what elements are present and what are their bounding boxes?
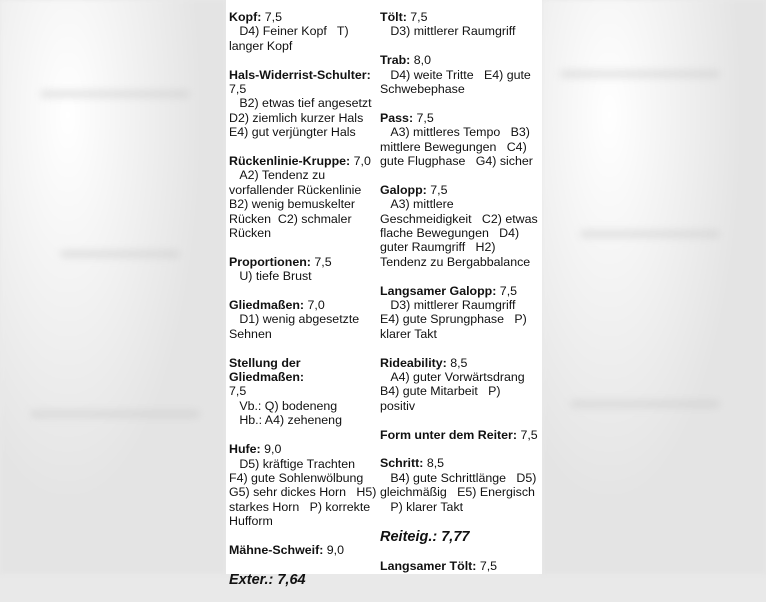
score-heading: [229, 68, 377, 97]
riding-total-score: Reiteig.: 7,77: [380, 528, 470, 545]
score-heading: [229, 442, 377, 456]
criterion-title: Schritt:: [380, 456, 424, 471]
criterion-title: Langsamer Galopp:: [380, 283, 497, 298]
criterion-score: 7,5: [261, 10, 283, 24]
criterion-score: 8,0: [410, 53, 431, 68]
criterion-title: Langsamer Tölt:: [380, 558, 477, 573]
criterion-score: 7,5: [229, 82, 247, 97]
criterion-title: Stellung der Gliedmaßen:: [229, 355, 305, 385]
blurred-background-left: [0, 0, 226, 574]
score-heading: [380, 559, 540, 573]
score-entry: [229, 255, 377, 284]
criterion-title: Proportionen:: [229, 254, 311, 269]
riding-abilities-column: [380, 10, 540, 587]
criterion-score: 8,5: [446, 355, 468, 370]
criterion-remarks: B4) gute Schrittlänge D5) gleichmäßig E5) Energisch P) klarer Takt: [380, 470, 537, 514]
score-entry: [380, 559, 540, 573]
criterion-score: 8,5: [423, 456, 445, 471]
criterion-title: Rückenlinie-Kruppe:: [229, 154, 351, 169]
score-entry: [229, 442, 377, 528]
score-heading: [229, 255, 377, 269]
criterion-score: 7,5: [229, 384, 247, 399]
criterion-remarks: D4) Feiner Kopf T) langer Kopf: [229, 24, 349, 53]
criterion-remarks: A4) guter Vorwärtsdrang B4) gute Mitarbeit P) positiv: [380, 370, 525, 413]
criterion-title: Hufe:: [229, 442, 261, 457]
score-heading: [229, 543, 377, 557]
criterion-remarks: U) tiefe Brust: [229, 269, 312, 284]
criterion-score: 7,0: [304, 298, 325, 313]
score-entry: [380, 10, 540, 39]
criterion-score: 7,5: [426, 182, 448, 197]
blurred-background-right: [542, 0, 766, 574]
criterion-title: Galopp:: [380, 182, 427, 197]
criterion-score: 7,5: [406, 10, 428, 24]
criterion-title: Tölt:: [380, 10, 407, 24]
criterion-remarks: D3) mittlerer Raumgriff: [380, 24, 516, 39]
criterion-score: 7,5: [496, 283, 518, 298]
score-entry: [229, 10, 377, 53]
criterion-title: Hals-Widerrist-Schulter:: [229, 67, 371, 82]
score-entry: [229, 154, 377, 240]
score-heading: [380, 428, 540, 442]
score-heading: [380, 10, 540, 24]
score-heading: [229, 298, 377, 312]
criterion-remarks: D4) weite Tritte E4) gute Schwebephase: [380, 67, 531, 97]
score-heading: [380, 53, 540, 67]
criterion-score: 7,5: [310, 254, 332, 269]
criterion-title: Kopf:: [229, 10, 262, 24]
score-entry: [380, 53, 540, 96]
criterion-remarks: A3) mittlere Geschmeidigkeit C2) etwas flache Bewegungen D4) guter Raumgriff H2) Tendenz zu Bergabbalance: [380, 197, 538, 269]
criterion-title: Trab:: [380, 53, 411, 68]
score-entry: [229, 298, 377, 341]
score-heading: [380, 111, 540, 125]
criterion-score: 7,5: [413, 110, 434, 125]
criterion-score: 9,0: [260, 442, 282, 457]
criterion-score: 7,5: [517, 427, 538, 442]
criterion-title: Pass:: [380, 110, 414, 125]
score-entry: [380, 111, 540, 169]
criterion-remarks: A3) mittleres Tempo B3) mittlere Bewegungen C4) gute Flugphase G4) sicher: [380, 125, 533, 169]
score-entry: [380, 356, 540, 414]
criterion-remarks: A2) Tendenz zu vorfallender Rückenlinie B2) wenig bemuskelter Rücken C2) schmaler Rücken: [229, 168, 362, 241]
exterior-column: [229, 10, 377, 602]
criterion-remarks: D5) kräftige Trachten F4) gute Sohlenwölbung G5) sehr dickes Horn H5) starkes Horn P) korrekte Hufform: [229, 456, 377, 529]
criterion-remarks: D1) wenig abgesetzte Sehnen: [229, 312, 360, 341]
criterion-title: Rideability:: [380, 355, 447, 370]
criterion-score: 7,5: [476, 558, 498, 573]
score-heading: [380, 183, 540, 197]
score-entry: [380, 284, 540, 342]
exterior-total-score: Exter.: 7,64: [229, 571, 306, 588]
score-heading: [380, 356, 540, 370]
evaluation-document: [226, 0, 542, 588]
criterion-remarks: D3) mittlerer Raumgriff E4) gute Sprungphase P) klarer Takt: [380, 298, 527, 341]
score-heading: [380, 456, 540, 470]
score-heading: [229, 356, 377, 399]
criterion-title: Mähne-Schweif:: [229, 542, 324, 557]
score-entry: [229, 68, 377, 140]
criterion-title: Form unter dem Reiter:: [380, 427, 518, 442]
score-entry: [229, 356, 377, 428]
criterion-title: Gliedmaßen:: [229, 298, 305, 313]
score-heading: [380, 284, 540, 298]
criterion-remarks: B2) etwas tief angesetzt D2) ziemlich kurzer Hals E4) gut verjüngter Hals: [229, 96, 372, 140]
score-heading: [229, 10, 377, 24]
score-entry: [229, 543, 377, 557]
score-entry: [380, 456, 540, 514]
criterion-score: 9,0: [323, 542, 344, 557]
score-entry: [380, 183, 540, 269]
criterion-remarks: Vb.: Q) bodeneng Hb.: A4) zeheneng: [239, 398, 342, 428]
score-heading: [229, 154, 377, 168]
criterion-score: 7,0: [350, 154, 371, 169]
score-entry: [380, 428, 540, 442]
